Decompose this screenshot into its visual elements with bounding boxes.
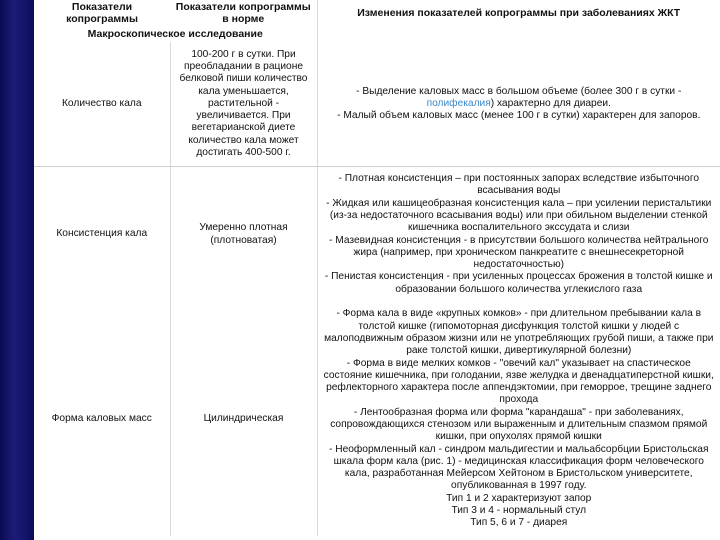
row-changes-form xyxy=(317,302,720,536)
section-row xyxy=(34,26,720,42)
changes-text: - Малый объем каловых масс (менее 100 г в сутки) характерен для запоров. xyxy=(337,110,701,122)
changes-item: - Жидкая или кашицеобразная консистенция кала – при усилении перистальтики (из-за недостаточного всасывания воды) или при обильном выделении стенкой кишечника воспалительного экссудата и слизи xyxy=(326,197,712,234)
row-norm-consistency: Умеренно плотная (плотноватая) xyxy=(170,167,317,303)
row-name-form: Форма каловых масс xyxy=(34,302,170,536)
coprogram-table xyxy=(34,0,720,536)
row-name-quantity: Количество кала xyxy=(34,42,170,167)
changes-item: - Мазевидная консистенция - в присутствии большого количества нейтрального жира (например, при хроническом панкреатите с внешнесекреторной недостаточностью) xyxy=(329,234,709,271)
changes-item: - Плотная консистенция – при постоянных запорах вследствие избыточного всасывания воды xyxy=(338,173,700,197)
row-norm-form: Цилиндрическая xyxy=(170,302,317,536)
row-norm-quantity: 100-200 г в сутки. При преобладании в рационе белковой пиши количество кала уменьшается, растительной - увеличивается. При вегетарианской диете количество кала может достигать 400-500 г. xyxy=(170,42,317,167)
changes-item: - Форма кала в виде «крупных комков» - при длительном пребывании кала в толстой кишке (гипомоторная дисфункция толстой кишки у людей с малоподвижным образом жизни или не употребляющих грубой пиши, а также при раке толстой кишки, дивертикулярной болезни) xyxy=(324,308,714,357)
changes-text: ) характерно для диареи. xyxy=(490,97,611,109)
header-norm: Показатели копрограммы в норме xyxy=(175,0,311,25)
changes-item: - Форма в виде мелких комков - "овечий кал" указывает на спастическое состояние кишечника, при голодании, язве желудка и двенадцатиперстной кишки, рефлекторного характера после аппендэктомии, при геморрое, трещине заднего прохода xyxy=(323,357,714,406)
table-row xyxy=(34,167,720,303)
table-row xyxy=(34,42,720,167)
row-name-consistency: Консистенция кала xyxy=(34,167,170,303)
polyfecalia-term: полифекалия xyxy=(426,97,491,109)
changes-item: - Неоформленный кал - синдром мальдигестии и мальабсорбции Бристольская шкала форм кала (рис. 1) - медицинская классификация форм человеческого кала, разработанная Мейерсом Хейтоном в Бристольском университете, опубликованная в 1997 году. xyxy=(329,443,709,492)
header-indicators: Показатели копрограммы xyxy=(66,0,138,25)
row-changes-consistency xyxy=(317,167,720,303)
changes-item: - Пенистая консистенция - при усиленных процессах брожения в толстой кишке и образовании большого количества углекислого газа xyxy=(324,271,713,295)
changes-item: Тип 1 и 2 характеризуют запор xyxy=(446,492,592,504)
table-header-row xyxy=(34,0,720,26)
slide-page xyxy=(34,0,720,540)
row-changes-quantity xyxy=(317,42,720,167)
changes-text: - Выделение каловых масс в большом объеме (более 300 г в сутки - xyxy=(356,85,682,97)
changes-item: - Лентообразная форма или форма "карандаша" - при заболеваниях, сопровождающихся стенозом или выраженным и длительным спазмом прямой кишки, при опухолях прямой кишки xyxy=(330,406,708,443)
table-row xyxy=(34,302,720,536)
section-title: Макроскопическое исследование xyxy=(87,27,263,40)
header-changes: Изменения показателей копрограммы при заболеваниях ЖКТ xyxy=(317,0,720,26)
changes-item: Тип 3 и 4 - нормальный стул xyxy=(451,505,587,517)
changes-item: Тип 5, 6 и 7 - диарея xyxy=(470,517,568,529)
